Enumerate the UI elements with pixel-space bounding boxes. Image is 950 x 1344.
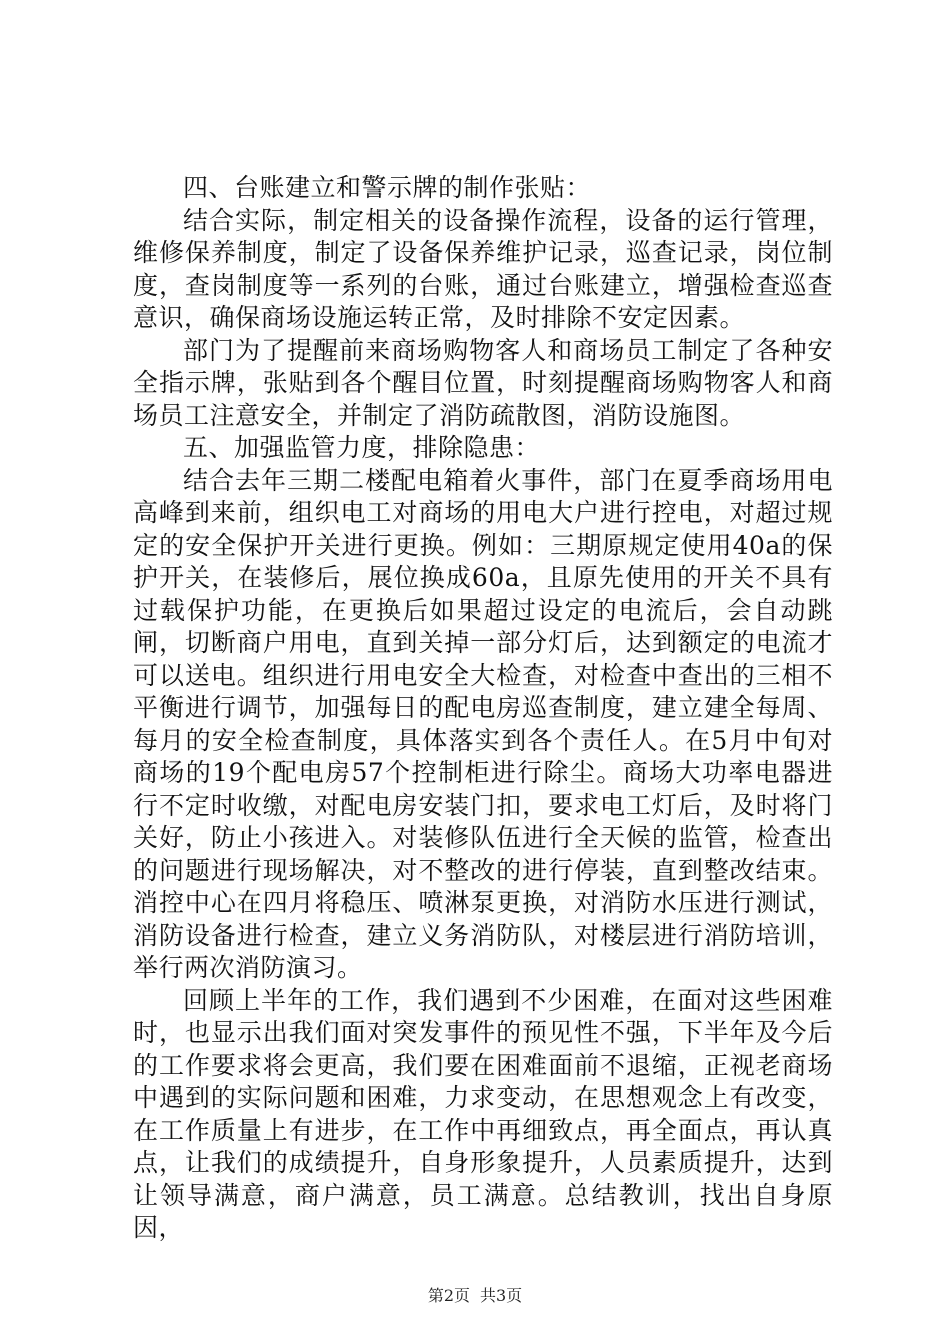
paragraph-ledger: 结合实际，制定相关的设备操作流程，设备的运行管理，维修保养制度，制定了设备保养维护记录，巡查记录，岗位制度，查岗制度等一系列的台账，通过台账建立，增强检查巡查意识，确保商场设施运转正常，及时排除不安定因素。 (133, 205, 833, 332)
paragraph-signage: 部门为了提醒前来商场购物客人和商场员工制定了各种安全指示牌，张贴到各个醒目位置，时刻提醒商场购物客人和商场员工注意安全，并制定了消防疏散图，消防设施图。 (133, 335, 833, 430)
section-heading-5: 五、加强监管力度，排除隐患： (183, 433, 541, 462)
page-total: 共3页 (480, 1286, 523, 1305)
paragraph-review: 回顾上半年的工作，我们遇到不少困难，在面对这些困难时，也显示出我们面对突发事件的预见性不强，下半年及今后的工作要求将会更高，我们要在困难面前不退缩，正视老商场中遇到的实际问题和困难，力求变动，在思想观念上有改变，在工作质量上有进步，在工作中再细致点，再全面点，再认真点，让我们的成绩提升，自身形象提升，人员素质提升，达到让领导满意，商户满意，员工满意。总结教训，找出自身原因， (133, 985, 833, 1242)
section-heading-4: 四、台账建立和警示牌的制作张贴： (183, 173, 592, 202)
page-number: 第2页 (427, 1286, 470, 1305)
paragraph-supervision: 结合去年三期二楼配电箱着火事件，部门在夏季商场用电高峰到来前，组织电工对商场的用电大户进行控电，对超过规定的安全保护开关进行更换。例如：三期原规定使用40a的保护开关，在装修后，展位换成60a，且原先使用的开关不具有过载保护功能，在更换后如果超过设定的电流后，会自动跳闸，切断商户用电，直到关掉一部分灯后，达到额定的电流才可以送电。组织进行用电安全大检查，对检查中查出的三相不平衡进行调节，加强每日的配电房巡查制度，建立建全每周、每月的安全检查制度，具体落实到各个责任人。在5月中旬对商场的19个配电房57个控制柜进行除尘。商场大功率电器进行不定时收缴，对配电房安装门扣，要求电工灯后，及时将门关好，防止小孩进入。对装修队伍进行全天候的监管，检查出的问题进行现场解决，对不整改的进行停装，直到整改结束。消控中心在四月将稳压、喷淋泵更换，对消防水压进行测试，消防设备进行检查，建立义务消防队，对楼层进行消防培训，举行两次消防演习。 (133, 465, 833, 982)
document-body (133, 172, 833, 1245)
page-footer (0, 1283, 950, 1306)
